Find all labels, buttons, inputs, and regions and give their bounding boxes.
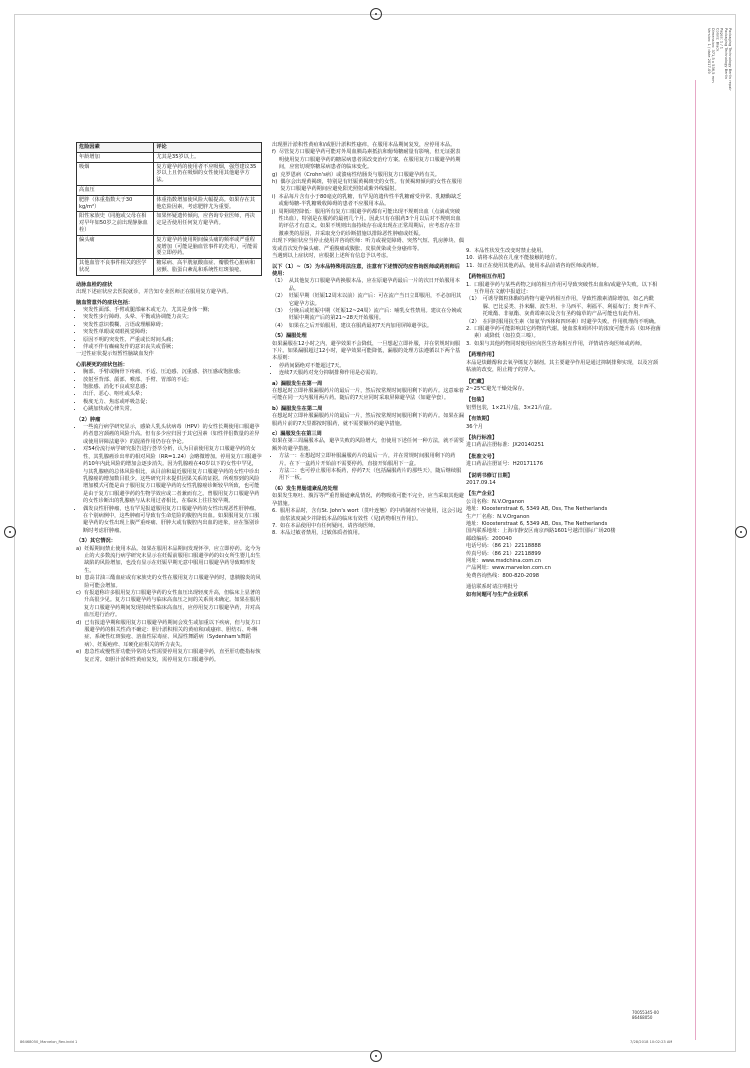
list-item	[272, 278, 464, 293]
file-slug: 86468050_Marvelon_Rev.indd 1	[20, 1040, 78, 1044]
list-item	[76, 649, 262, 664]
table-row	[77, 162, 262, 185]
method-list	[272, 453, 464, 483]
tech-line: Pages: 1 / 1	[719, 28, 724, 49]
item-text: 口服避孕药可能影响其它药物的代谢。使血浆和组织中的浓度可能升高（如环孢菌素）或降低（如拉莫三嗪）。	[473, 326, 661, 340]
item-text: 本品每片含有小于80毫克的乳糖，有罕见的遗传性半乳糖耐受异常、乳糖酶缺乏或葡萄糖-半乳糖吸收障碍的患者不应服用本品。	[278, 193, 462, 208]
company-line: 地址：Kloosterstraat 6, 5349 AB, Oss, The Netherlands	[466, 521, 608, 527]
list-item	[466, 296, 662, 318]
table-cell: 吸烟	[77, 162, 154, 185]
paragraph: 进口药品注册标准：JX20140251	[466, 442, 545, 449]
item-text: 本品过敏者禁用，过敏体质者慎用。	[279, 530, 363, 537]
item-text: 偶尔会出现黄褐斑，特别是有妊娠黄褐斑史的女性。有黄褐斑倾向的女性在服用复方口服避孕药期间应避免阳光照射或紫外线辐射。	[280, 179, 462, 193]
list-item: • 突发性面部、手臂或腿部麻木或无力，尤其是身体一侧；	[83, 307, 262, 314]
table-cell: 如果怀疑遗传倾向，应咨询专业医师，再决定是否使用任何复方避孕药。	[154, 212, 262, 235]
item-text: 周期调控降低：服用所有复方口服避孕药都有可能出现不规则出血（点滴或突破性出血），特别是在服药的最初几个月。因此只有在服药3个月以后对不规则出血的评估才有意义。如果不规则出血持续存在或出现在正常周期后，应考虑存在非激素类的原因，并采取充分的诊断措施以排除恶性肿瘤或妊娠。	[278, 208, 461, 237]
list-item	[76, 620, 262, 650]
list-item	[272, 149, 464, 171]
item-key: 2.	[466, 326, 471, 333]
list-item: • 突发性步行障碍、头晕、平衡或协调能力丧失；	[83, 314, 262, 321]
item-text: 妊娠期间禁止使用本品。如果在服用本品期间发现怀孕，应立即停药。迄今为止的大多数流行病学研究未显示在妊娠前服用口服避孕药的妇女所生婴儿出生缺陷的风险增加，也没有显示在妊娠早期无意中服用口服避孕药导致畸形发生。	[84, 545, 261, 574]
item-text: 如果与其他药物同时使用应向医生咨询相互作用，详情请咨询医师或药师。	[473, 340, 646, 347]
item-key: 10.	[466, 255, 475, 262]
code-line: 70055345-00	[632, 1010, 659, 1015]
company-line: 地址：Kloosterstraat 6, 5349 AB, Oss, The Netherlands	[466, 506, 608, 513]
paragraph: 出现下述症状应去医院就诊，并告知专业医师正在服用复方避孕药。	[76, 289, 232, 296]
item-key: （2）	[466, 318, 480, 325]
section-label: 【执行标准】	[466, 434, 498, 441]
item-key: g)	[272, 171, 278, 178]
section-title: （6）发生胃肠道紊乱的处理	[272, 485, 338, 492]
item-text: 在同时服用抗生素（如氨苄西林和四环素）时避孕失败。作用机理尚不明确。	[482, 318, 660, 325]
list-item	[466, 255, 662, 262]
list-item: • 伴或不伴有癫痫发作的意识丧失或昏厥；	[83, 344, 262, 351]
list-item	[272, 508, 464, 523]
table-cell: 尤其是35岁以上。	[154, 152, 262, 162]
paragraph: 进口药品注册证号：H20171176	[466, 461, 543, 468]
table-cell: 糖尿病、高半胱氨酸血症、瓣膜性心脏病和房颤、脂蛋白紊乱和系统性红斑狼疮。	[154, 259, 262, 276]
item-key: 8.	[272, 530, 277, 537]
paragraph: 出现下列症状应当停止使用并咨询医师：听力或视觉障碍、突然气短、乳房肿块、偶发或首次发作偏头痛、严重腹痛或腹胀、皮肤黄染或全身瘙痒等。	[272, 238, 464, 252]
list-item: • 心跳加快或心律失常。	[83, 406, 262, 413]
item-key: b)	[76, 575, 82, 582]
company-line: 国内联系地址：上海市静安区南京西路1601号越洋国际广场20楼	[466, 528, 616, 535]
section-label: 【包装】	[466, 397, 487, 404]
item-text: 可诱导微粒体酶的药物与避孕药相互作用，导致性激素清除增加，如乙内酰脲、巴比妥类、扑米酮、波生坦、卡马西平、利福平、利福布汀；奥卡西平、托吡酯、非氨酯、灰黄霉素以及含有圣约翰草的产品可能也有此作用。	[482, 296, 660, 318]
item-text: 本品性状发生改变时禁止使用。	[473, 248, 547, 254]
footer-note: 如有问题可与生产企业联系	[466, 591, 529, 598]
section-label: 【药理作用】	[466, 352, 498, 359]
item-text: 分娩后或妊娠中期（妊娠12~24周）流产后：哺乳女性禁用。建议在分娩或妊娠中期流产后的第21~28天开始服用。	[288, 307, 462, 322]
list-item: • 方法二：也可停止服用本板药，停药7天（包括漏服药片的那些天），随后继续服用下一板。	[279, 468, 464, 483]
item-key: j)	[272, 208, 276, 215]
list-item	[272, 293, 464, 308]
table-cell: 肥胖（体重指数大于30 kg/m²）	[77, 195, 154, 212]
company-line: 邮政编码：200040	[466, 535, 512, 542]
print-timestamp: 7/28/2018 10:02:23 AM	[630, 1040, 673, 1044]
item-key: i)	[272, 193, 276, 200]
table-header: 评论	[154, 143, 262, 153]
registration-mark-top	[370, 8, 382, 20]
item-text: 患急性或慢性肝功能异常的女性需要停用复方口服避孕药，直至肝功能指标恢复正常。如胆汁淤积性黄疸复发，需停用复方口服避孕药。	[84, 649, 261, 663]
registration-mark-right	[735, 526, 747, 538]
item-key: c)	[76, 590, 81, 596]
list-item: • 原因不明的突发性、严重或长时间头痛；	[83, 337, 262, 344]
item-text: 请将本品放在儿童不能接触的地方。	[477, 255, 561, 262]
item-text: 服用本品时，含有St. John's wort（贯叶连翘）的中药制剂不应使用，这会引起血浆浓度减少并降低本品的临床有效性（见[药物相互作用]）。	[279, 508, 463, 522]
item-key: 6.	[272, 508, 277, 515]
column-2	[272, 142, 464, 538]
column-1	[76, 142, 262, 664]
table-cell: 偏头痛	[77, 235, 154, 258]
company-line: 生产厂名称：N.V.Organon	[466, 513, 530, 520]
rules-list	[272, 363, 464, 378]
section-title: 脑血管意外的症状包括：	[76, 299, 134, 306]
item-key: （4）	[272, 322, 286, 329]
table-cell: 高血压	[77, 185, 154, 195]
list-item	[466, 326, 662, 341]
tech-line: Packaging Technology Berlin repair	[728, 28, 732, 91]
column-3	[466, 248, 662, 599]
table-row	[77, 212, 262, 235]
item-text: 口服避孕药与某些药物之间的相互作用可导致突破性出血和/或避孕失败。以下相互作用在文献中报道过：	[473, 281, 658, 296]
list-item	[272, 209, 464, 239]
item-text: 从其他复方口服避孕药换服本品，应在原避孕药最后一片的次日开始服用本品。	[288, 278, 460, 292]
item-key: （3）	[272, 307, 286, 314]
table-row	[77, 195, 262, 212]
list-item: • 方法一：在想起时立即补服漏服药片的最后一片，并在常规时间服用剩下的药片。在下一盒药片开始前不需要停药，直接开始服用下一盒。	[279, 453, 464, 468]
table-cell: 体重指数增加使风险大幅提高。如果存在其他危险因素，考虑肥胖尤为重要。	[154, 195, 262, 212]
mi-list	[76, 369, 262, 413]
section-title: （2）肿瘤	[76, 416, 101, 423]
list-item	[76, 575, 262, 590]
company-line: 电话号码：（86 21）22118888	[466, 543, 541, 550]
list-item: • 饱胀感、消化不良或窒息感；	[83, 384, 262, 391]
list-item: • 放射至背部、颌部、喉部、手臂、胃部的不适；	[83, 377, 262, 384]
item-text: 如在本品使用中有任何疑问，请咨询医师。	[279, 522, 379, 529]
paragraph: 本品是炔雌醇和去氧孕烯复方制剂。其主要避孕作用是通过抑制排卵实现，以及宫颈粘液的改变，阻止精子的穿入。	[466, 359, 658, 374]
table-cell: 其他血管不良事件相关的医学状况	[77, 259, 154, 276]
item-text: 妊娠早期（妊娠12周末以前）流产后：可在流产当日立即服用，不必加用其它避孕方法。	[288, 293, 462, 307]
section-label: 【批准文号】	[466, 453, 498, 460]
list-item: • 偶发良性肝肿瘤，也有罕见报道服用复方口服避孕药的女性出现恶性肝肿瘤。在个别病例中，这些肿瘤可导致有生命危险的腹腔内出血。如果服用复方口服避孕药的女性出现上腹严重疼痛、肝肿大或有腹腔内出血的迹象，应在鉴别诊断时考虑肝肿瘤。	[83, 506, 262, 536]
item-text: 克罗恩病（Crohn's病）或溃疡性结肠炎与服用复方口服避孕药有关。	[280, 171, 440, 178]
list-item: • 突发性意识模糊、言语或理解障碍；	[83, 322, 262, 329]
list-item	[76, 590, 262, 620]
item-key: e)	[76, 649, 82, 656]
paragraph: 如果漏服在12小时之内，避孕效果不会降低，一旦想起立即补服，并在常规时间服下片。如果漏服超过12小时，避孕效果可能降低，漏服的处理方法遵循以下两个基本原则：	[272, 340, 461, 362]
company-line: 公司名称：N.V.Organon	[466, 498, 525, 505]
tech-line: Dimension: 371,5 x 536,5 mm	[711, 28, 716, 83]
code-line: 86468050	[632, 1015, 653, 1020]
list-item	[272, 194, 464, 209]
section-label: 【说明书修订日期】	[466, 472, 513, 479]
table-row	[77, 152, 262, 162]
company-line: 网址：www.msdchina.com.cn	[466, 558, 542, 565]
item-text: 患高甘油三酯血症或有家族史的女性在服用复方口服避孕药时，患胰腺炎的风险可能会增加。	[84, 575, 261, 589]
section-label: 【药物相互作用】	[466, 274, 508, 281]
item-key: f)	[272, 149, 276, 156]
list-item	[272, 172, 464, 179]
table-header: 危险因素	[77, 143, 154, 153]
registration-mark-bottom	[370, 1050, 382, 1062]
section-title: a）漏服发生在第一周	[272, 380, 323, 387]
list-item	[466, 319, 662, 326]
tumor-list	[76, 424, 262, 535]
item-key: 9.	[466, 248, 471, 254]
tech-line: Colors: Black	[715, 28, 720, 52]
item-key: （2）	[272, 293, 286, 300]
paragraph: 一过性症状提示短暂性脑缺血发作	[76, 351, 154, 358]
risk-factor-table	[76, 142, 262, 276]
list-item	[466, 282, 662, 297]
section-title: （3）其它情况：	[76, 538, 116, 545]
technical-panel	[698, 28, 732, 218]
list-item	[466, 341, 662, 348]
material-codes	[632, 1010, 659, 1020]
paragraph: 在想起时立即补服漏服药片的最后一片，然后按常规时间服用剩下的药片。如果在漏服药片前的7天里都按时服药，就不需要额外的避孕措施。	[272, 413, 464, 427]
list-item	[272, 308, 464, 323]
list-item	[272, 530, 464, 537]
table-row	[77, 259, 262, 276]
item-text: 有报道称许多服用复方口服避孕药的女性血压出现轻度升高，但临床上显著的升高很少见。复方口服避孕药与临床高血压之间的关系尚未确定。如果在服用复方口服避孕药期间发现持续性临床高血压，应停用复方口服避孕药，并对高血压进行治疗。	[83, 590, 261, 619]
section-label: 【贮藏】	[466, 378, 487, 385]
paragraph: 当遇到以上症状时，应根据上述所有信息予以考虑。	[272, 253, 392, 260]
tech-line: Packaging Technology Berlin	[723, 28, 728, 80]
item-key: a)	[76, 545, 82, 552]
paragraph: 2~25℃避光干燥处保存。	[466, 385, 528, 392]
item-key: 11.	[466, 262, 475, 269]
list-item: • 突发性单眼或双眼视觉障碍；	[83, 329, 262, 336]
item-text: 如正在使用其他药品，使用本品前请咨询医师或药师。	[477, 262, 602, 269]
list-item: • 极度无力、焦虑或呼吸急促；	[83, 399, 262, 406]
table-row	[77, 185, 262, 195]
list-item: • 连续7天服药对充分抑制排卵作用是必需的。	[279, 370, 464, 377]
list-item: • 胸部、手臂或胸骨下疼痛、不适、压迫感、沉重感、挤压感或饱胀感；	[83, 369, 262, 376]
item-key: （1）	[466, 296, 480, 303]
item-text: 尽管复方口服避孕药可能对外周血胰岛素抵抗和葡萄糖耐量有影响，但无证据表明使用复方口服避孕药的糖尿病患者需改变治疗方案。在服用复方口服避孕药期间，应密切观察糖尿病患者的临床变化。	[278, 149, 461, 171]
list-item	[272, 323, 464, 330]
section-title: （5）漏服处理	[272, 333, 307, 340]
company-line: 产品网址：www.marvelon.com.cn	[466, 565, 551, 572]
section-label: 【生产企业】	[466, 491, 498, 498]
list-item	[76, 546, 262, 576]
paragraph: 在想起时立即补服漏服药片的最后一片，然后按常规时间服用剩下的药片。这意味着可能在同一天内服用两片药。随后的7天应同时采取屏障避孕法（如避孕套）。	[272, 388, 464, 402]
list-item: • 停药间隔绝对不能超过7天。	[279, 363, 464, 370]
stroke-list	[76, 307, 262, 351]
list-item: • 出汗、恶心、呕吐或头晕；	[83, 391, 262, 398]
item-text: 已有报道孕期和服用复方口服避孕药期间会发生或加重以下疾病，但与复方口服避孕药的相关性尚不确定：胆汁淤积相关的黄疸和/或瘙痒、胆结石、卟啉症、系统性红斑狼疮、溶血性尿毒症、风湿性舞蹈病（Sydenham's舞蹈病）、妊娠疱疹、耳硬化症相关的听力丧失。	[84, 619, 261, 648]
paragraph: 出现胆汁淤积性黄疸和/或胆汁淤积性瘙痒，在服用本品期间复发，应停用本品。	[272, 142, 456, 148]
section-title: b）漏服发生在第二周	[272, 405, 323, 412]
section-title: c）漏服发生在第三周	[272, 431, 322, 438]
item-text: 如果在之后开始服用，建议在服药最初7天内加用屏障避孕法。	[288, 322, 433, 329]
list-item	[272, 179, 464, 194]
registration-mark-left	[4, 526, 16, 538]
paragraph: 如果发生呕吐、腹泻等严重胃肠道紊乱情况，药物吸收可能不完全，应当采取其他避孕措施。	[272, 493, 464, 507]
paragraph: 铝塑包装，1×21片/盒，3×21片/盒。	[466, 404, 556, 411]
table-cell: 阳性家族史（同胞或父母在相对早年如50岁之前出现静脉血栓）	[77, 212, 154, 235]
section-title: 动脉血栓的症状	[76, 281, 113, 288]
item-key: d)	[76, 619, 82, 626]
list-item: • 一些流行病学研究显示，感染人乳头状病毒（HPV）的女性长期使用口服避孕药者患宫颈癌的风险升高。但有多少应归因于其它因素（如性伴侣数量的差异或使用屏障法避孕）的混淆作用仍存在争论。	[83, 424, 262, 446]
section-title: 心肌梗死的症状包括：	[76, 361, 128, 368]
table-cell: 复方避孕药的使用者不应吸烟，强烈建议35岁以上且仍在吸烟的女性使用其他避孕方法。	[154, 162, 262, 185]
table-cell	[154, 185, 262, 195]
footer-note: 通信联系时请注明批号	[466, 584, 518, 591]
item-key: 7.	[272, 522, 277, 529]
tech-line: Version: 1 / date 2017-09	[706, 28, 711, 74]
paragraph: 如果在第三周漏服本品，避孕失败的风险增大，但使用下述任何一种方法，就不需要额外的避孕措施。	[272, 438, 464, 452]
paragraph: 2017.09.14	[466, 479, 496, 486]
list-item: • 对54份流行病学研究报告进行荟萃分析，认为目前使用复方口服避孕药的女性，其乳腺癌诊出率的相对风险（RR=1.24）会略微增加。停用复方口服避孕药10年内此风险的增加会逐步消失。因为乳腺癌在40岁以下的女性中罕见，与其乳腺癌的总体风险相比，从目前和最近服用复方口服避孕药的女性中诊出乳腺癌的增加数目很少。这些研究并未提供因果关系的证据。所观察到的风险增加模式可能是由于服用复方口服避孕药的女性乳腺癌诊断较早所致，也可能是由于复方口服避孕药的生物学效应或二者兼而有之。曾服用复方口服避孕药的女性诊断出的乳腺癌与从未用过者相比，在临床上往往较早期。	[83, 446, 262, 505]
list-item	[466, 263, 662, 270]
section-title: 以下（1）~（5）为本品特殊用法注意，注意有下述情况均应咨询医师或药剂师后使用：	[272, 263, 460, 277]
table-cell: 复方避孕药使用期间偏头痛的频率或严重程度增加（可能是脑血管事件的先兆），可能需要立即停药。	[154, 235, 262, 258]
item-key: h)	[272, 179, 278, 186]
table-row	[77, 235, 262, 258]
item-key: （1）	[272, 278, 286, 285]
section-label: 【有效期】	[466, 416, 492, 423]
company-line: 免费咨询热线：800-820-2098	[466, 572, 540, 579]
item-key: 1.	[466, 281, 471, 288]
paragraph: 36个月	[466, 423, 483, 430]
table-cell: 年龄增加	[77, 152, 154, 162]
item-key: 3.	[466, 340, 471, 347]
company-line: 传真号码：（86 21）22118899	[466, 550, 541, 557]
fold-guide-line	[695, 80, 696, 1040]
